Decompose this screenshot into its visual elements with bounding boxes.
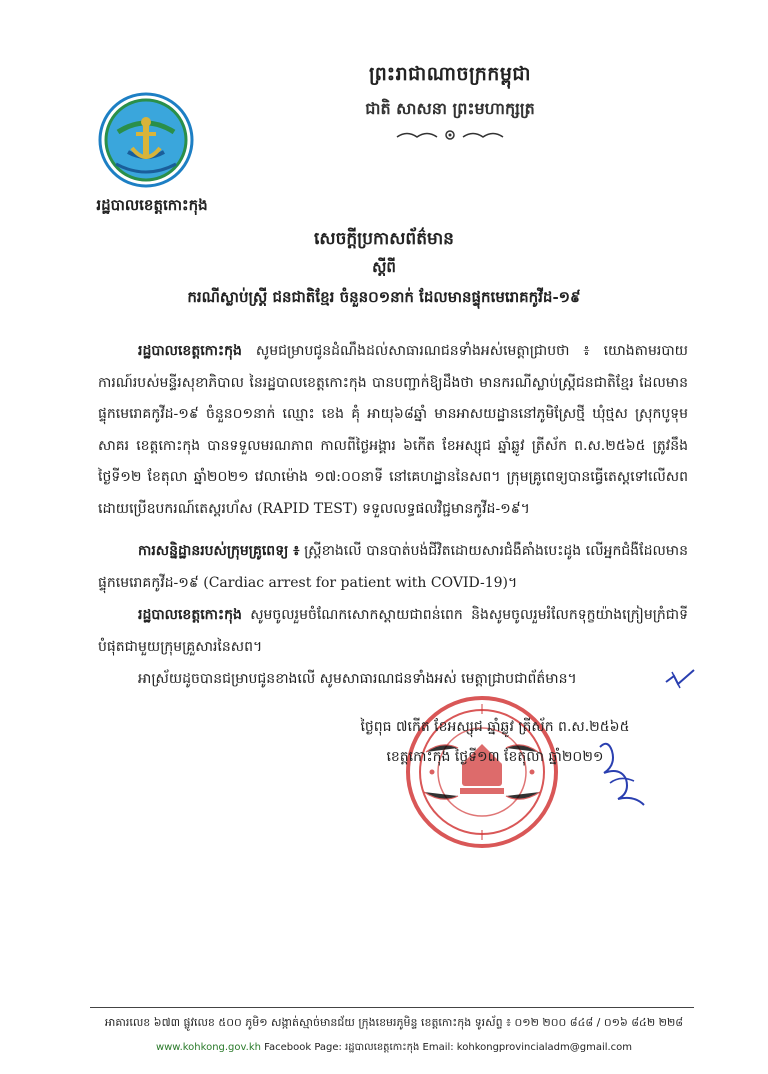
footer-address: អាគារលេខ ៦៧៣ ផ្លូវលេខ ៥០០ ភូមិ១ សង្កាត់ស្មាច់មានជ័យ ក្រុងខេមរភូមិន្ទ ខេត្តកោះកុង ទូរស័ព្ទ ៖ ០១២ ២០០ ៨៤៨ / ០១៦ ៨៤២ ២២៨ xyxy=(104,1016,684,1029)
paragraph-lead: ការសន្និដ្ឋានរបស់ក្រុមគ្រូពេទ្យ ៖ xyxy=(138,543,300,559)
signature xyxy=(590,735,660,815)
paragraph-text: សូមចូលរួមចំណែកសោកស្តាយជាពន់ពេក និងសូមចូលរួមរំលែកទុក្ខយ៉ាងក្រៀមក្រំជាទីបំផុតជាមួយក្រុមគ្រួសារនៃសព។ xyxy=(98,607,688,655)
solar-date-place: ខេត្តកោះកុង ថ្ងៃទី១៣ ខែតុលា ឆ្នាំ២០២១ xyxy=(386,749,604,765)
paragraph-lead: រដ្ឋបាលខេត្តកោះកុង xyxy=(138,343,242,359)
email-address[interactable]: Email: kohkongprovincialadm@gmail.com xyxy=(422,1042,633,1053)
provincial-seal-logo xyxy=(98,92,194,188)
paragraph-closing xyxy=(98,664,688,696)
lunar-date: ថ្ងៃពុធ ៧កើត ខែអស្សុជ ឆ្នាំឆ្លូវ ត្រីស័ក ព.ស.២៥៦៥ xyxy=(360,719,630,735)
footer-divider xyxy=(90,1007,694,1008)
paragraph-lead: រដ្ឋបាលខេត្តកោះកុង xyxy=(138,607,242,623)
document-subject: ករណីស្លាប់ស្ត្រី ជនជាតិខ្មែរ ចំនួន០១នាក់ ដែលមានផ្ទុកមេរោគកូវីដ-១៩ xyxy=(187,288,581,306)
paragraph-conclusion xyxy=(98,536,688,599)
issuing-authority-name: រដ្ឋបាលខេត្តកោះកុង xyxy=(96,196,208,214)
paragraph-text: សូមជម្រាបជូនដំណឹងដល់សាធារណជនទាំងអស់មេត្តាជ្រាបថា ៖ យោងតាមរបាយការណ៍របស់មន្ទីរសុខាភិបាល នៃរដ្ឋបាលខេត្តកោះកុង បានបញ្ជាក់ឱ្យដឹងថា មានករណីស្លាប់ស្ត្រីជនជាតិខ្មែរ ដែលមានផ្ទុកមេរោគកូវីដ-១៩ ចំនួន០១នាក់ ឈ្មោះ ខេង គុំ អាយុ៦៨ឆ្នាំ មានអាសយដ្ឋាននៅភូមិស្រែថ្មី ឃុំថ្មស ស្រុកបូទុមសាគរ ខេត្តកោះកុង បានទទួលមរណភាព កាលពីថ្ងៃអង្គារ ៦កើត ខែអស្សុជ ឆ្នាំឆ្លូវ ត្រីស័ក ព.ស.២៥៦៥ ត្រូវនឹងថ្ងៃទី១២ ខែតុលា ឆ្នាំ២០២១ វេលាម៉ោង ១៧:០០នាទី នៅគេហដ្ឋាននៃសព។ ក្រុមគ្រូពេទ្យបានធ្វើតេស្តទៅលើសព ដោយប្រើឧបករណ៍តេស្តរហ័ស (RAPID TEST) ទទួលលទ្ធផលវិជ្ជមានកូវីដ-១៩។ xyxy=(98,343,688,517)
kingdom-header xyxy=(250,62,650,145)
website-link[interactable]: www.kohkong.gov.kh xyxy=(155,1042,261,1053)
handwritten-mark xyxy=(664,668,698,692)
paragraph-text: អាស្រ័យដូចបានជម្រាបជូនខាងលើ សូមសាធារណជនទាំងអស់ មេត្តាជ្រាបជាព័ត៌មាន។ xyxy=(138,671,577,687)
document-title: សេចក្តីប្រកាសព័ត៌មាន xyxy=(314,229,454,249)
ornament-divider xyxy=(250,128,650,145)
kingdom-title: ព្រះរាជាណាចក្រកម្ពុជា xyxy=(369,63,531,85)
footer-contacts xyxy=(96,1040,692,1055)
facebook-page: Facebook Page: រដ្ឋបាលខេត្តកោះកុង xyxy=(264,1042,420,1053)
national-motto: ជាតិ សាសនា ព្រះមហាក្សត្រ xyxy=(365,99,535,118)
paragraph-condolence xyxy=(98,600,688,663)
document-about-label: ស្តីពី xyxy=(372,258,396,276)
paragraph-text: ស្ត្រីខាងលើ បានបាត់បង់ជីវិតដោយសារជំងឺគាំងបេះដូង លើអ្នកជំងឺដែលមានផ្ទុកមេរោគកូវីដ-១៩ (Cardiac arrest for patient with COVID-19)។ xyxy=(98,543,688,591)
paragraph-announcement xyxy=(98,336,688,525)
